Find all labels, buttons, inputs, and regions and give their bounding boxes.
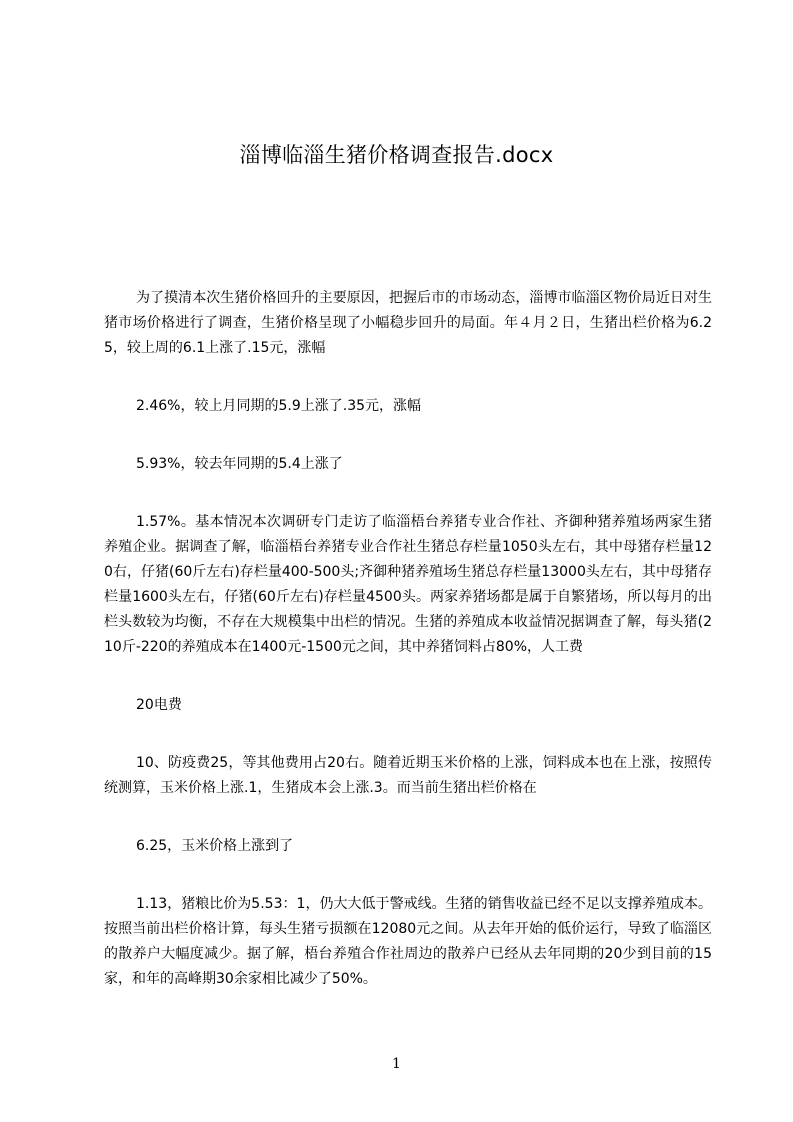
paragraph-profit-analysis: 1.13，猪粮比价为5.53：1，仍大大低于警戒线。生猪的销售收益已经不足以支撑养殖成本。按照当前出栏价格计算，每头生猪亏损额在12080元之间。从去年开始的低价运行，导致了临淄区的散养户大幅度减少。据了解，梧台养殖合作社周边的散养户已经从去年同期的20少到目前的15家，和年的高峰期30余家相比减少了50%。 [104, 896, 712, 987]
paragraph-electricity-fee: 20电费 [136, 697, 182, 713]
paragraph-intro: 为了摸清本次生猪价格回升的主要原因，把握后市的市场动态，淄博市临淄区物价局近日对生猪市场价格进行了调查，生猪价格呈现了小幅稳步回升的局面。年４月２日，生猪出栏价格为6.25，较上周的6.1上涨了.15元，涨幅 [104, 290, 712, 356]
paragraph-yearly-change: 5.93%，较去年同期的5.4上涨了 [136, 456, 343, 472]
document-title: 淄博临淄生猪价格调查报告.docx [239, 143, 554, 167]
paragraph-monthly-change: 2.46%，较上月同期的5.9上涨了.35元，涨幅 [136, 398, 422, 414]
document-body [104, 286, 712, 992]
paragraph-cost-analysis: 10、防疫费25，等其他费用占20右。随着近期玉米价格的上涨，饲料成本也在上涨，按照传统测算，玉米价格上涨.1，生猪成本会上涨.3。而当前生猪出栏价格在 [104, 755, 712, 796]
page-number: 1 [392, 1056, 401, 1072]
paragraph-basic-situation: 1.57%。基本情况本次调研专门走访了临淄梧台养猪专业合作社、齐御种猪养殖场两家生猪养殖企业。据调查了解，临淄梧台养猪专业合作社生猪总存栏量1050头左右，其中母猪存栏量120右，仔猪(60斤左右)存栏量400-500头;齐御种猪养殖场生猪总存栏量13000头左右，其中母猪存栏量1600头左右，仔猪(60斤左右)存栏量4500头。两家养猪场都是属于自繁猪场，所以每月的出栏头数较为均衡，不存在大规模集中出栏的情况。生猪的养殖成本收益情况据调查了解，每头猪(210斤-220的养殖成本在1400元-1500元之间，其中养猪饲料占80%，人工费 [104, 514, 712, 655]
paragraph-corn-price: 6.25，玉米价格上涨到了 [136, 838, 294, 854]
